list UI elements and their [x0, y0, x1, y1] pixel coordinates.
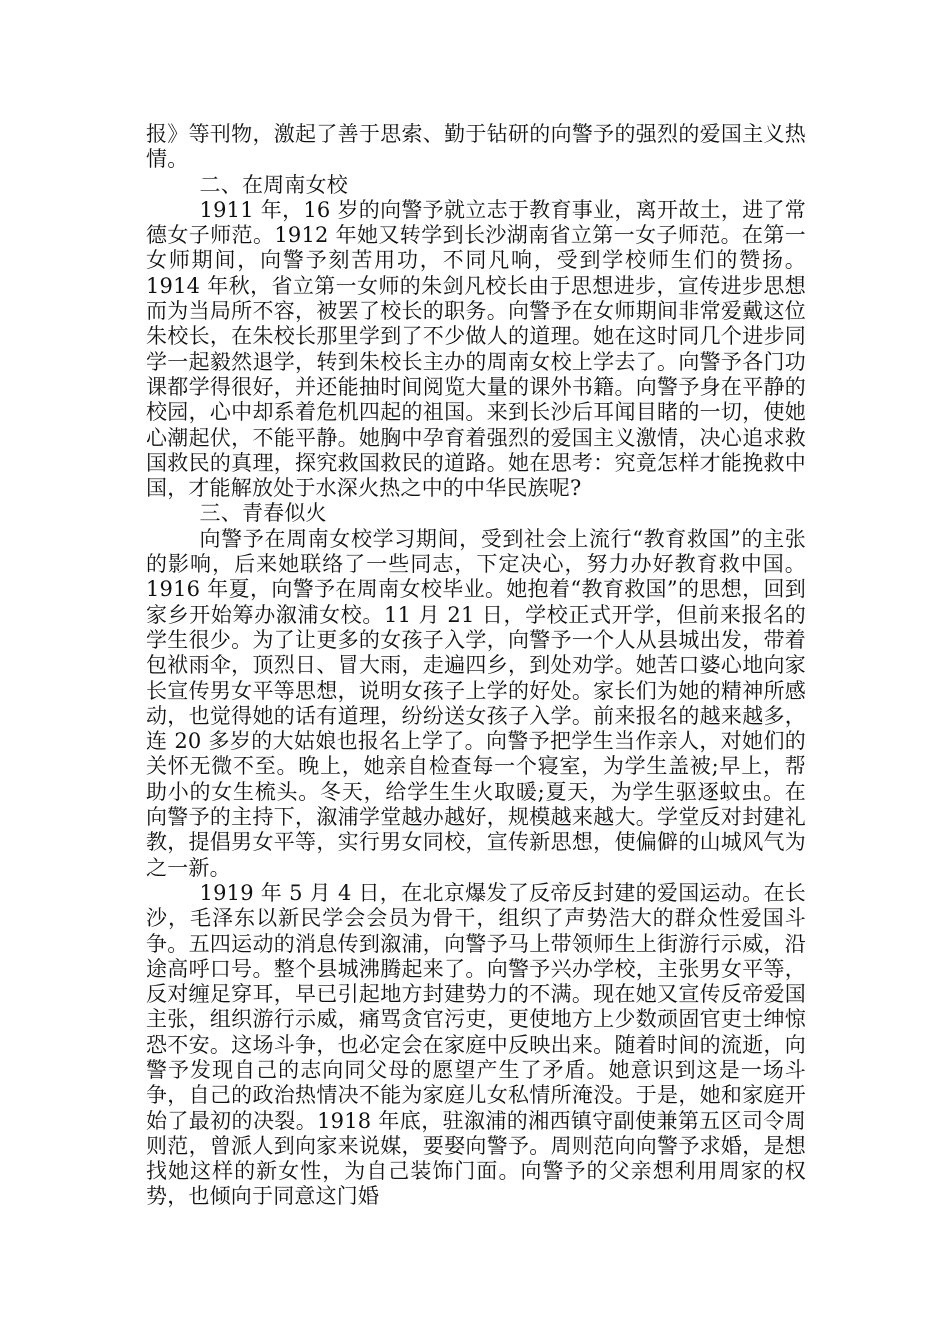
section-heading-zhounan: 二、在周南女校 [199, 172, 348, 197]
paragraph-zhounan: 1911 年，16 岁的向警予就立志于教育事业，离开故土，进了常德女子师范。1912 年她又转学到长沙湖南省立第一女子师范。在第一女师期间，向警予刻苦用功，不同凡响，受到学校师生们的赞扬。1914 年秋，省立第一女师的朱剑凡校长由于思想进步，宣传进步思想而为当局所不容，被罢了校长的职务。向警予在女师期间非常爱戴这位朱校长，在朱校长那里学到了不少做人的道理。她在这时同几个进步同学一起毅然退学，转到朱校长主办的周南女校上学去了。向警予各门功课都学得很好，并还能抽时间阅览大量的课外书籍。向警予身在平静的校园，心中却系着危机四起的祖国。来到长沙后耳闻目睹的一切，使她心潮起伏，不能平静。她胸中孕育着强烈的爱国主义激情，决心追求救国救民的真理，探究救国救民的道路。她在思考：究竟怎样才能挽救中国，才能解放处于水深火热之中的中华民族呢? [146, 197, 806, 501]
document-page [146, 122, 806, 1210]
section-heading-youth: 三、青春似火 [199, 501, 327, 526]
paragraph-education: 向警予在周南女校学习期间，受到社会上流行“教育救国”的主张的影响，后来她联络了一些同志，下定决心，努力办好教育救中国。1916 年夏，向警予在周南女校毕业。她抱着“教育救国”的思想，回到家乡开始筹办溆浦女校。11 月 21 日，学校正式开学，但前来报名的学生很少。为了让更多的女孩子入学，向警予一个人从县城出发，带着包袱雨伞，顶烈日、冒大雨，走遍四乡，到处劝学。她苦口婆心地向家长宣传男女平等思想，说明女孩子上学的好处。家长们为她的精神所感动，也觉得她的话有道理，纷纷送女孩子入学。前来报名的越来越多，连 20 多岁的大姑娘也报名上学了。向警予把学生当作亲人，对她们的关怀无微不至。晚上，她亲自检查每一个寝室，为学生盖被;早上，帮助小的女生梳头。冬天，给学生生火取暖;夏天，为学生驱逐蚊虫。在向警予的主持下，溆浦学堂越办越好，规模越来越大。学堂反对封建礼教，提倡男女平等，实行男女同校，宣传新思想，使偏僻的山城风气为之一新。 [146, 526, 806, 880]
paragraph-may-fourth: 1919 年 5 月 4 日，在北京爆发了反帝反封建的爱国运动。在长沙，毛泽东以新民学会会员为骨干，组织了声势浩大的群众性爱国斗争。五四运动的消息传到溆浦，向警予马上带领师生上街游行示威，沿途高呼口号。整个县城沸腾起来了。向警予兴办学校，主张男女平等，反对缠足穿耳，早已引起地方封建势力的不满。现在她又宣传反帝爱国主张，组织游行示威，痛骂贪官污吏，更使地方上少数顽固官吏士绅惊恐不安。这场斗争，也必定会在家庭中反映出来。随着时间的流逝，向警予发现自己的志向同父母的愿望产生了矛盾。她意识到这是一场斗争，自己的政治热情决不能为家庭儿女私情所淹没。于是，她和家庭开始了最初的决裂。1918 年底，驻溆浦的湘西镇守副使兼第五区司令周则范，曾派人到向家来说媒，要娶向警予。周则范向向警予求婚，是想找她这样的新女性，为自己装饰门面。向警予的父亲想利用周家的权势，也倾向于同意这门婚 [146, 880, 806, 1209]
paragraph-continuation: 报》等刊物，激起了善于思索、勤于钻研的向警予的强烈的爱国主义热情。 [146, 122, 806, 172]
